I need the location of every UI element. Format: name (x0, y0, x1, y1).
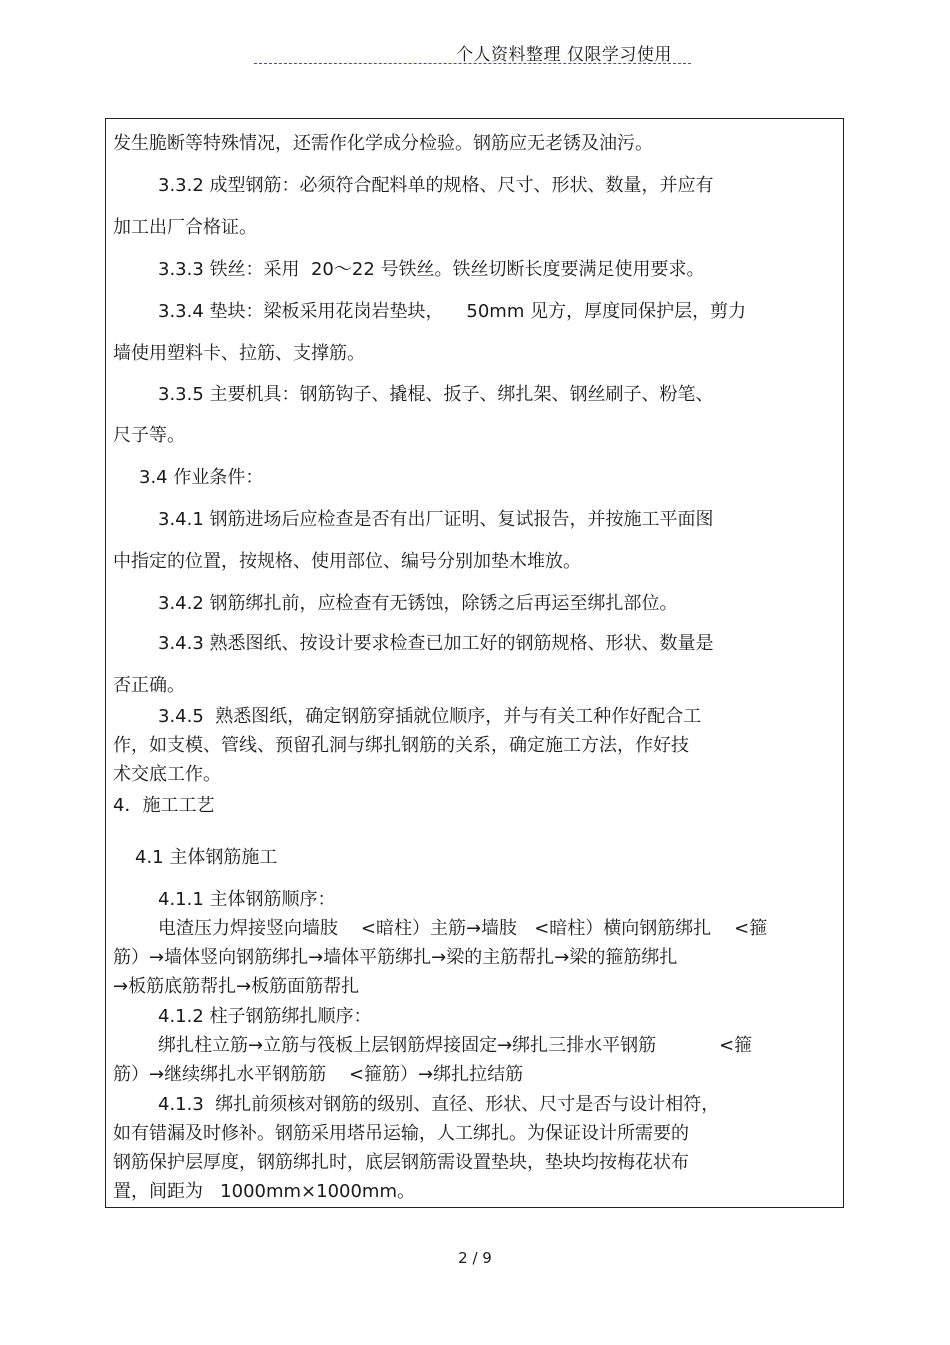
text-line: 置，间距为 1000mm×1000mm。 (113, 1181, 416, 1202)
text-line: 4.1.2 柱子钢筋绑扎顺序： (158, 1006, 372, 1027)
text-line: →板筋底筋帮扎→板筋面筋帮扎 (113, 976, 360, 997)
text-line: 3.4.2 钢筋绑扎前，应检查有无锈蚀，除锈之后再运至绑扎部位。 (158, 593, 678, 614)
text-line: 3.3.2 成型钢筋：必须符合配料单的规格、尺寸、形状、数量，并应有 (158, 175, 714, 196)
text-line: 尺子等。 (113, 425, 185, 446)
text-line: 绑扎柱立筋→立筋与筏板上层钢筋焊接固定→绑扎三排水平钢筋 <箍 (158, 1035, 753, 1056)
text-line: 4.1.1 主体钢筋顺序： (158, 889, 336, 910)
text-line: 发生脆断等特殊情况，还需作化学成分检验。钢筋应无老锈及油污。 (113, 133, 653, 154)
section-heading: 3.4 作业条件： (139, 467, 264, 488)
text-line: 加工出厂合格证。 (113, 217, 257, 238)
text-line: 作，如支模、管线、预留孔洞与绑扎钢筋的关系，确定施工方法，作好技 (113, 735, 689, 756)
text-line: 电渣压力焊接竖向墙肢 <暗柱）主筋→墙肢 <暗柱）横向钢筋绑扎 <箍 (158, 918, 768, 939)
text-line: 如有错漏及时修补。钢筋采用塔吊运输，人工绑扎。为保证设计所需要的 (113, 1123, 689, 1144)
header-divider (254, 63, 691, 64)
section-heading: 4．施工工艺 (113, 795, 215, 816)
text-line: 3.4.5 熟悉图纸，确定钢筋穿插就位顺序，并与有关工种作好配合工 (158, 706, 702, 727)
text-line: 术交底工作。 (113, 764, 221, 785)
text-line: 3.3.5 主要机具：钢筋钩子、撬棍、扳子、绑扎架、钢丝刷子、粉笔、 (158, 384, 714, 405)
page-header: 个人资料整理 仅限学习使用 (456, 45, 672, 65)
text-line: 3.3.4 垫块：梁板采用花岗岩垫块， 50mm 见方，厚度同保护层，剪力 (158, 301, 747, 322)
text-line: 3.3.3 铁丝：采用 20～22 号铁丝。铁丝切断长度要满足使用要求。 (158, 259, 705, 280)
text-line: 4.1.3 绑扎前须核对钢筋的级别、直径、形状、尺寸是否与设计相符， (158, 1094, 720, 1115)
page-number: 2 / 9 (458, 1249, 492, 1267)
text-line: 3.4.3 熟悉图纸、按设计要求检查已加工好的钢筋规格、形状、数量是 (158, 633, 714, 654)
text-line: 筋）→墙体竖向钢筋绑扎→墙体平筋绑扎→梁的主筋帮扎→梁的箍筋绑扎 (113, 947, 678, 968)
text-line: 筋）→继续绑扎水平钢筋筋 <箍筋）→绑扎拉结筋 (113, 1064, 524, 1085)
section-heading: 4.1 主体钢筋施工 (135, 847, 278, 868)
text-line: 中指定的位置，按规格、使用部位、编号分别加垫木堆放。 (113, 551, 581, 572)
text-line: 3.4.1 钢筋进场后应检查是否有出厂证明、复试报告，并按施工平面图 (158, 509, 714, 530)
text-line: 墙使用塑料卡、拉筋、支撑筋。 (113, 343, 365, 364)
text-line: 否正确。 (113, 675, 185, 696)
text-line: 钢筋保护层厚度，钢筋绑扎时，底层钢筋需设置垫块，垫块均按梅花状布 (113, 1152, 689, 1173)
